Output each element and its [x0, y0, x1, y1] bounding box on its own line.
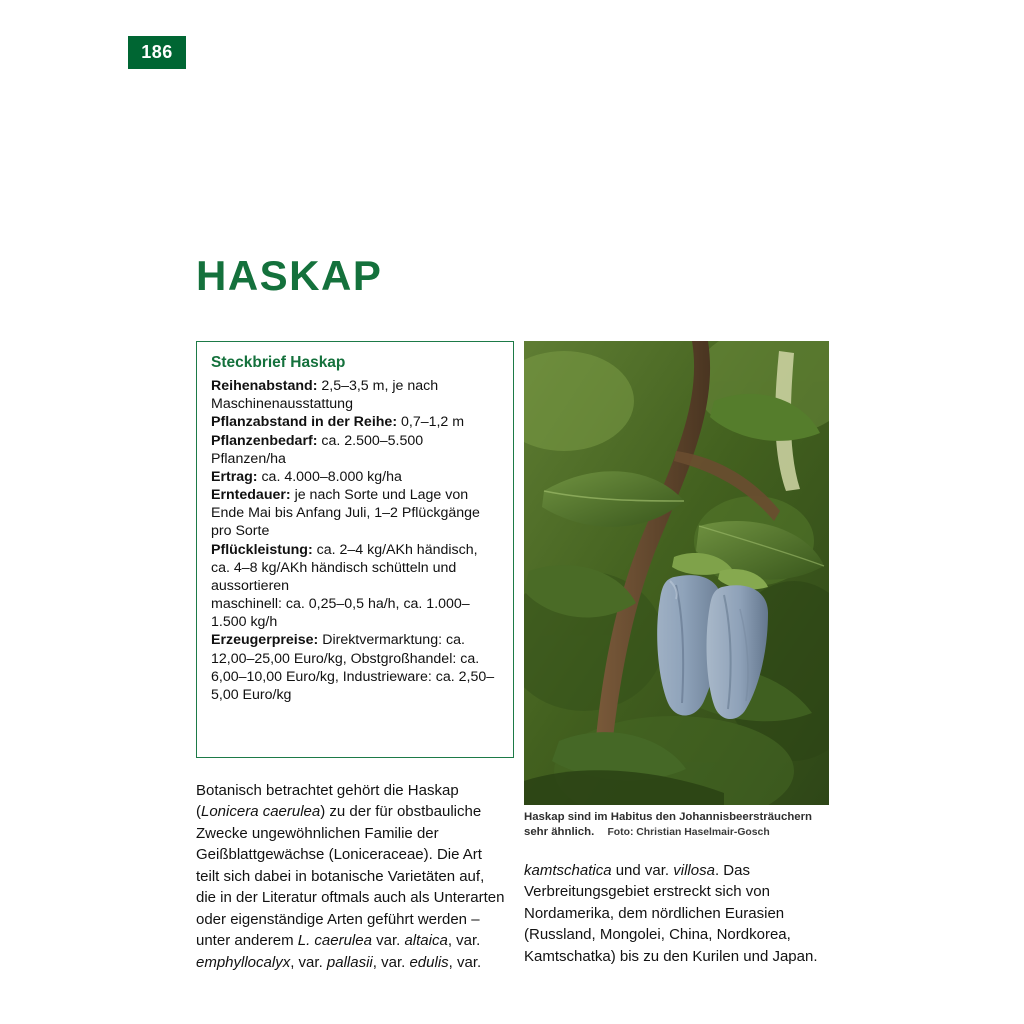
- body-column-left: [196, 780, 508, 973]
- fact-box-entry: [211, 541, 499, 596]
- page-number-badge: 186: [128, 36, 186, 69]
- haskap-berries-photo: [524, 341, 829, 805]
- fact-box-entry-value: ca. 2–4 kg/AKh händisch, ca. 4–8 kg/AKh händisch schütteln und aussortieren: [211, 541, 478, 594]
- fact-box-entry-label: Erntedauer:: [211, 487, 291, 504]
- fact-box-entry-label: Ertrag:: [211, 468, 258, 485]
- fact-box-entry: [211, 631, 499, 704]
- photo-caption: [524, 810, 834, 840]
- fact-box-entry-value: ca. 2.500–5.500 Pflanzen/ha: [211, 432, 424, 467]
- body-paragraph-left: Botanisch betrachtet gehört die Haskap (Lonicera caerulea) zu der für obstbauliche Zwecke ungewöhnlichen Familie der Geißblattgewächse (Loniceraceae). Die Art teilt sich dabei in botanische Varietäten auf, die in der Literatur oftmals auch als Unterarten oder eigenständige Arten geführt werden – unter anderem L. caerulea var. altaica, var. emphyllocalyx, var. pallasii, var. edulis, var.: [196, 782, 505, 971]
- photo-credit: Foto: Christian Haselmair-Gosch: [607, 827, 770, 839]
- fact-box-entry: [211, 595, 499, 631]
- fact-box-entry: [211, 486, 499, 541]
- fact-box-entry: [211, 432, 499, 468]
- fact-box-entry-value: maschinell: ca. 0,25–0,5 ha/h, ca. 1.000–1.500 kg/h: [211, 596, 470, 631]
- fact-box-entry-label: Pflanzenbedarf:: [211, 432, 318, 449]
- fact-box-entry-value: ca. 4.000–8.000 kg/ha: [257, 468, 402, 485]
- fact-box-entry: [211, 377, 499, 413]
- page-title: HASKAP: [196, 252, 383, 299]
- fact-box-entry-value: 2,5–3,5 m, je nach Maschinenausstattung: [211, 378, 439, 413]
- fact-box-entry: [211, 413, 499, 431]
- body-paragraph-right: kamtschatica und var. villosa. Das Verbreitungsgebiet erstreckt sich von Nordamerika, dem nördlichen Eurasien (Russland, Mongolei, China, Nordkorea, Kamtschatka) bis zu den Kurilen und Japan.: [524, 862, 818, 965]
- fact-box: [196, 341, 514, 758]
- fact-box-entry-value: Direktvermarktung: ca. 12,00–25,00 Euro/kg, Obstgroßhandel: ca. 6,00–10,00 Euro/kg, Industrieware: ca. 2,50–5,00 Euro/kg: [211, 632, 495, 703]
- fact-box-entry-label: Pflanzabstand in der Reihe:: [211, 414, 398, 431]
- fact-box-entry-value: je nach Sorte und Lage von Ende Mai bis Anfang Juli, 1–2 Pflückgänge pro Sorte: [211, 487, 480, 540]
- fact-box-entry-label: Pflückleistung:: [211, 541, 313, 558]
- fact-box-entry-label: Erzeugerpreise:: [211, 632, 319, 649]
- fact-box-entry-label: Reihenabstand:: [211, 378, 318, 394]
- photo-caption-text: Haskap sind im Habitus den Johannisbeersträuchern sehr ähnlich.: [524, 811, 813, 839]
- fact-box-entry-value: 0,7–1,2 m: [397, 414, 465, 431]
- fact-box-entries: [211, 377, 499, 704]
- fact-box-entry: [211, 468, 499, 486]
- fact-box-title: Steckbrief Haskap: [211, 354, 346, 371]
- body-column-right: [524, 860, 842, 967]
